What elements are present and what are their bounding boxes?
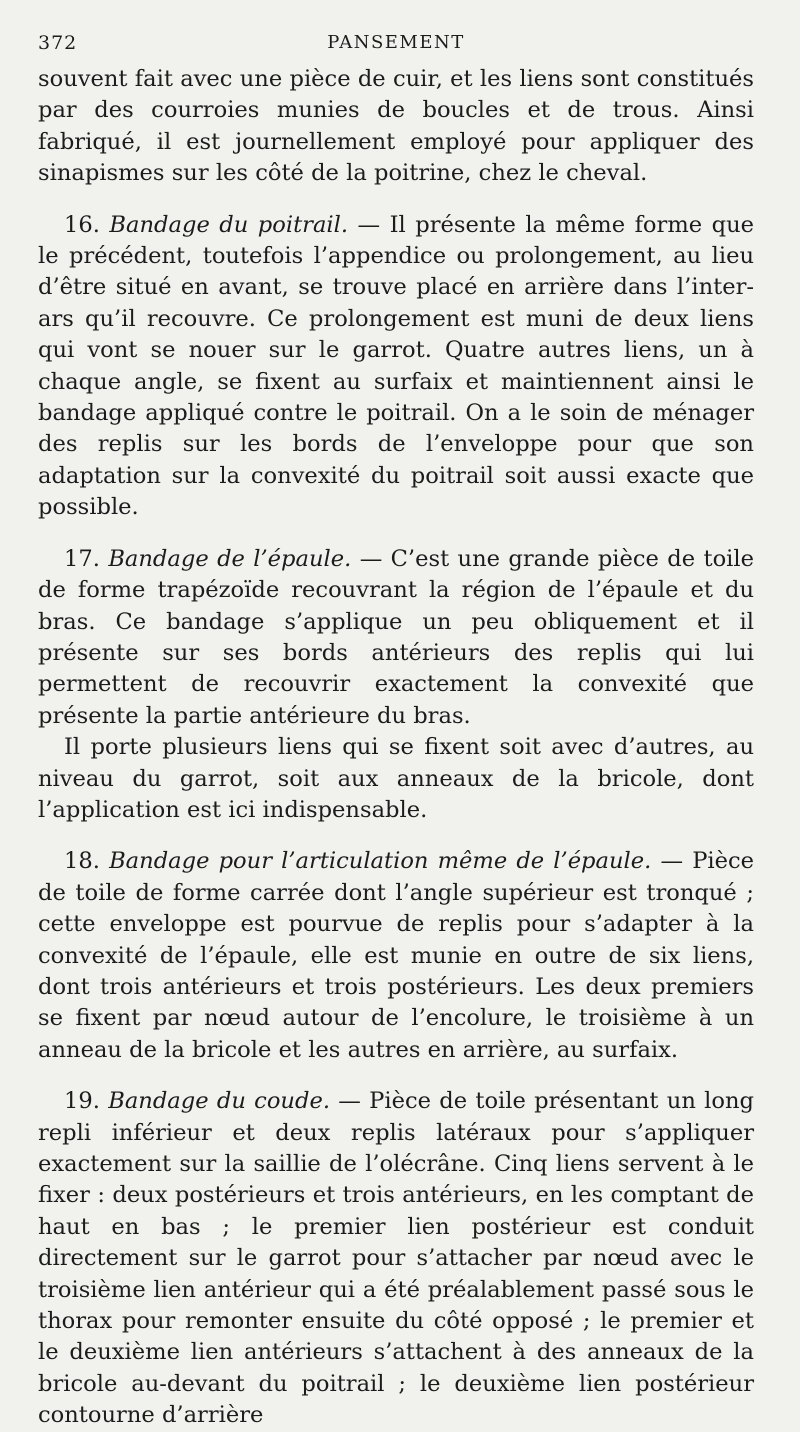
section-body: — Pièce de toile de forme carrée dont l’angle supérieur est tronqué ; cette enveloppe est pourvue de replis pour s’adapter à la convexité de l’épaule, elle est munie en outre de six liens, dont trois antérieurs et trois postérieurs. Les deux premiers se fixent par nœud autour de l’encolure, le troisième à un anneau de la bricole et les autres en arrière, au surfaix. [38, 848, 755, 1063]
section-title: Bandage du coude. [108, 1088, 331, 1115]
section-number: 16. [64, 211, 100, 238]
running-title: PANSEMENT [327, 32, 465, 53]
section-19 [38, 1086, 754, 1431]
page-number: 372 [38, 32, 78, 54]
section-paragraph [38, 1086, 754, 1431]
intro-paragraph: souvent fait avec une pièce de cuir, et les liens sont constitués par des courroies munies de boucles et de trous. Ainsi fabriqué, il est journellement employé pour appliquer des sinapismes sur les côté de la poitrine, chez le cheval. [38, 66, 754, 187]
running-head [38, 28, 754, 64]
section-title: Bandage de l’épaule. [108, 545, 352, 572]
section-paragraph: Il porte plusieurs liens qui se fixent soit avec d’autres, au niveau du garrot, soit aux anneaux de la bricole, dont l’application est ici indispensable. [38, 734, 754, 823]
section-paragraph [38, 210, 754, 524]
section-paragraph [38, 846, 754, 1066]
section-number: 17. [64, 545, 100, 572]
section-17 [38, 544, 754, 827]
section-number: 18. [64, 848, 100, 875]
section-title: Bandage pour l’articulation même de l’épaule. [109, 848, 652, 875]
section-16 [38, 210, 754, 524]
section-body: — C’est une grande pièce de toile de forme trapézoïde recouvrant la région de l’épaule et du bras. Ce bandage s’applique un peu obliquement et il présente sur ses bords antérieurs des replis qui lui permettent de recouvrir exactement la convexité que présente la partie antérieure du bras. [38, 545, 755, 729]
section-body: — Pièce de toile présentant un long repli inférieur et deux replis latéraux pour s’appliquer exactement sur la saillie de l’olécrâne. Cinq liens servent à le fixer : deux postérieurs et trois antérieurs, en les comptant de haut en bas ; le premier lien postérieur est conduit directement sur le garrot pour s’attacher par nœud avec le troisième lien antérieur qui a été préalablement passé sous le thorax pour remonter ensuite du côté opposé ; le premier et le deuxième lien antérieurs s’attachent à des anneaux de la bricole au-devant du poitrail ; le deuxième lien postérieur contourne d’arrière [38, 1088, 754, 1429]
section-body: — Il présente la même forme que le précédent, toutefois l’appendice ou prolongement, au lieu d’être situé en avant, se trouve placé en arrière dans l’inter-ars qu’il recouvre. Ce prolongement est muni de deux liens qui vont se nouer sur le garrot. Quatre autres liens, un à chaque angle, se fixent au surfaix et maintiennent ainsi le bandage appliqué contre le poitrail. On a le soin de ménager des replis sur les bords de l’enveloppe pour que son adaptation sur la convexité du poitrail soit aussi exacte que possible. [38, 211, 754, 521]
section-title: Bandage du poitrail. [109, 211, 349, 238]
section-18 [38, 846, 754, 1066]
section-number: 19. [64, 1088, 100, 1115]
section-paragraph [38, 544, 754, 732]
